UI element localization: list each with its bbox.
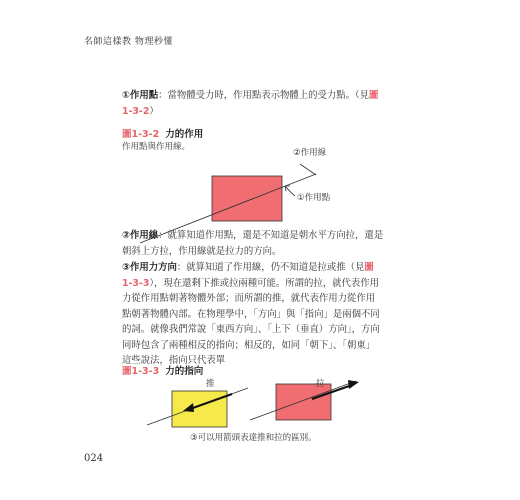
pull-arrowhead-icon xyxy=(348,380,359,389)
term-force-direction: ③作用力方向 xyxy=(122,262,177,273)
paragraph-text-continued: ），現在還剩下推或拉兩種可能。所謂的拉，就代表作用力從作用點朝著物體外部；而所謂的推，就代表作用力從作用點朝著物體內部。在物理學中，「方向」與「指向」是兩個不同的詞。就像我們常說「東西方向」、「上下（垂直）方向」，方向同時包含了兩種相反的指向；相反的，如同「朝下」、「朝東」這些說法，指向只代表單 xyxy=(122,277,380,366)
term-line-of-action: ②作用線 xyxy=(122,230,159,241)
page-number: 024 xyxy=(84,453,104,464)
figure-reference[interactable]: 圖1-3-3 xyxy=(122,262,374,289)
label-line-of-action: ②作用線 xyxy=(293,148,327,158)
label-action-point: ①作用點 xyxy=(297,193,331,203)
figure-title-text: 力的作用 xyxy=(165,129,204,140)
figure-number: 圖1-3-2 xyxy=(122,129,160,140)
paragraph-text: ：就算知道了作用線，仍不知道是拉或推（見 xyxy=(176,262,365,273)
paragraph-tail: ） xyxy=(149,105,159,117)
pull-box xyxy=(276,384,331,420)
running-header: 名師這樣教 物理秒懂 xyxy=(84,37,173,47)
push-box xyxy=(172,391,227,427)
term-action-point: ①作用點 xyxy=(122,90,159,101)
label-pull: 拉 xyxy=(316,379,325,389)
figure-2-caption: ③可以用箭頭表達推和拉的區別。 xyxy=(190,433,317,443)
figure-title-text: 力的指向 xyxy=(165,366,204,377)
label-push: 推 xyxy=(206,379,215,389)
figure-number: 圖1-3-3 xyxy=(122,366,160,377)
paragraph-text: ：就算知道作用點，還是不知道是朝水平方向拉，還是朝斜上方拉，作用線就是拉力的方向。 xyxy=(122,230,384,257)
figure-1-subtitle: 作用點與作用線。 xyxy=(122,142,191,152)
figure-reference[interactable]: 圖1-3-2 xyxy=(122,90,379,117)
paragraph-text: ：當物體受力時，作用點表示物體上的受力點。（見 xyxy=(158,90,370,101)
